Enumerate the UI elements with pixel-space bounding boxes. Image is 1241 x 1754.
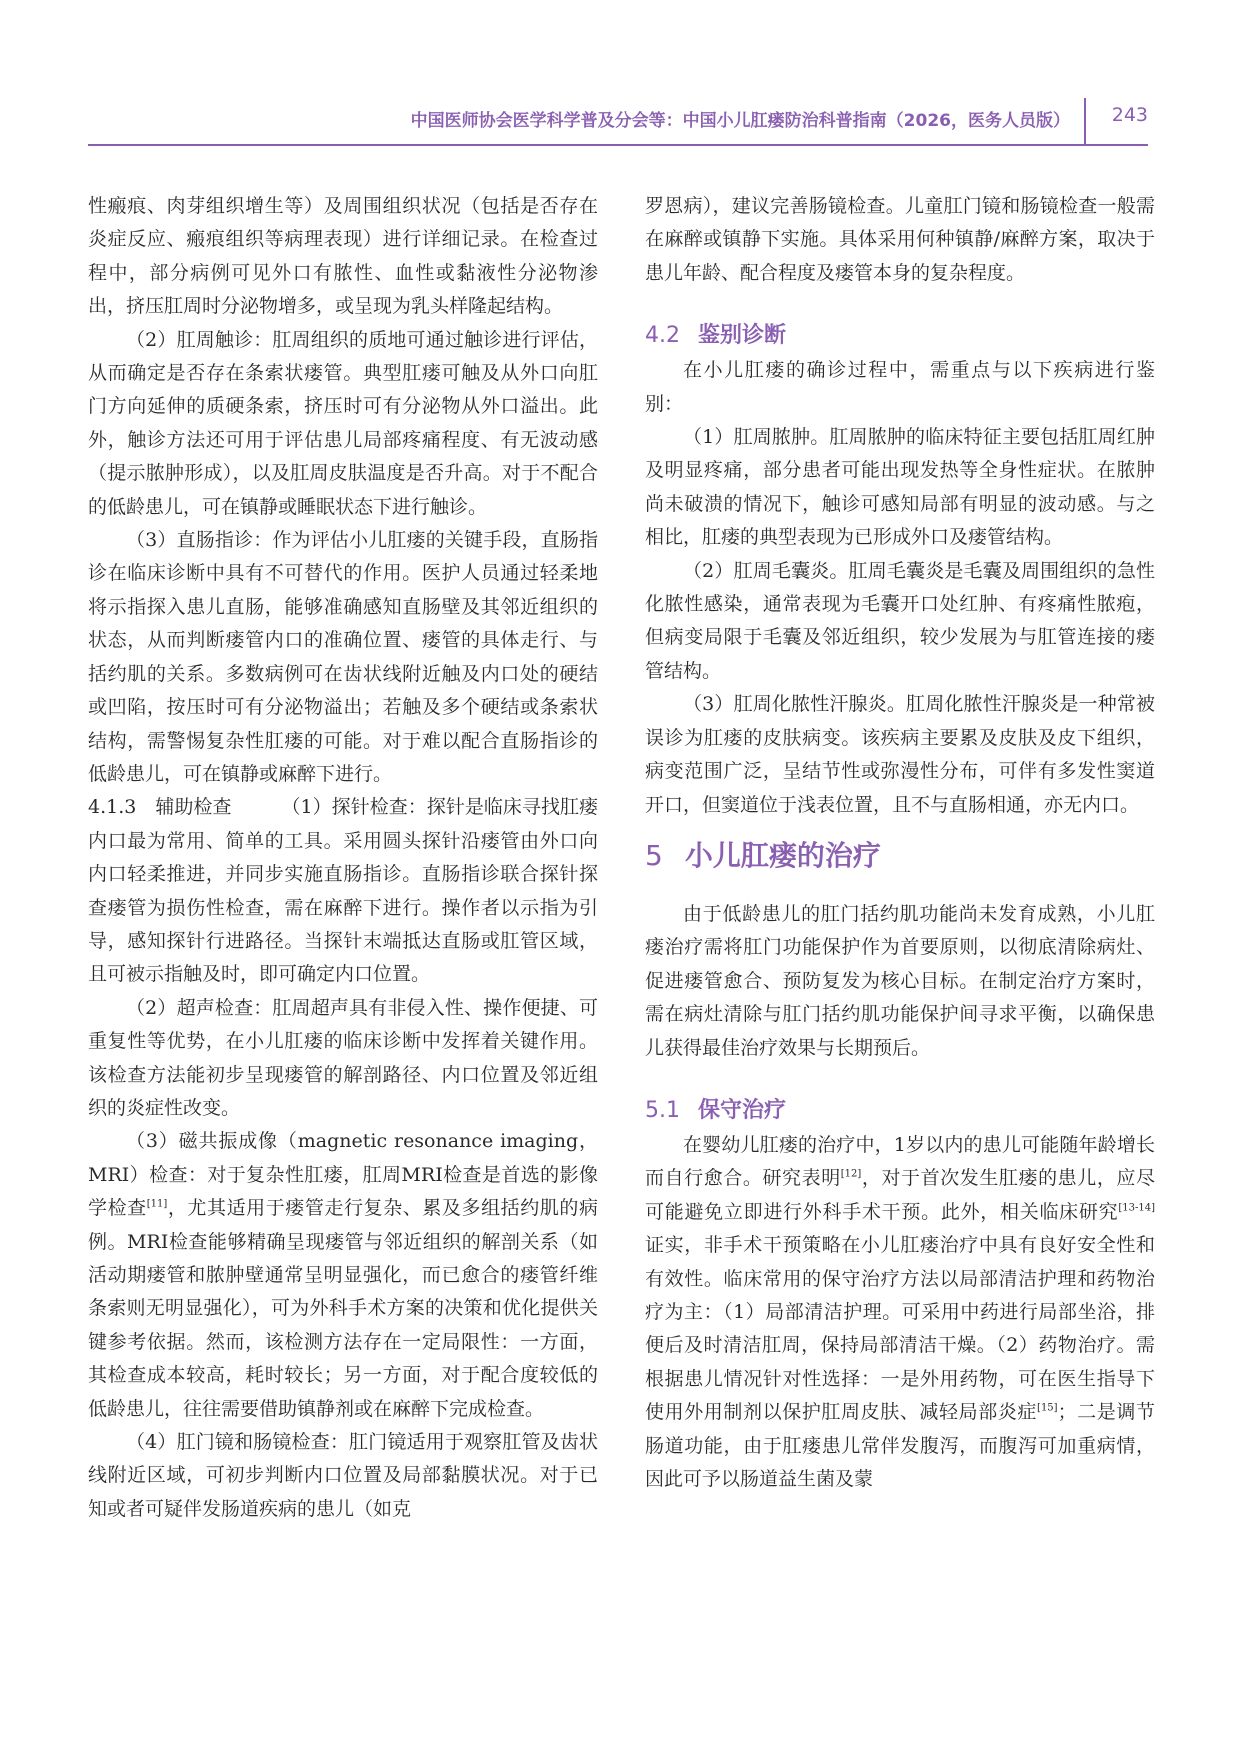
left-column xyxy=(88,190,598,1526)
right-column xyxy=(645,190,1155,1496)
section-heading-5: 5 小儿肛瘘的治疗 xyxy=(645,838,881,872)
section-heading-4-2: 4.2 鉴别诊断 xyxy=(645,323,787,349)
section-heading-5-1: 5.1 保守治疗 xyxy=(645,1097,787,1123)
probe-exam-text: （1）探针检查：探针是临床寻找肛瘘内口最为常用、简单的工具。采用圆头探针沿瘘管由外口向内口轻柔推进，并同步实施直肠指诊。直肠指诊联合探针探查瘘管为损伤性检查，需在麻醉下进行。操作者以示指为引导，感知探针行进路径。当探针末端抵达直肠或肛管区域，且可被示指触及时，即可确定内口位置。 xyxy=(88,796,598,986)
citation: [12] xyxy=(840,1169,862,1181)
paragraph: 性瘢痕、肉芽组织增生等）及周围组织状况（包括是否存在炎症反应、瘢痕组织等病理表现）进行详细记录。在检查过程中，部分病例可见外口有脓性、血性或黏液性分泌物渗出，挤压肛周时分泌物增多，或呈现为乳头样隆起结构。 xyxy=(88,195,598,318)
paragraph-hidradenitis: （3）肛周化脓性汗腺炎。肛周化脓性汗腺炎是一种常被误诊为肛瘘的皮肤病变。该疾病主要累及皮肤及皮下组织，病变范围广泛，呈结节性或弥漫性分布，可伴有多发性窦道开口，但窦道位于浅表位置，且不与直肠相通，亦无内口。 xyxy=(645,693,1155,816)
paragraph-mri: （3）磁共振成像（magnetic resonance imaging，MRI）检查：对于复杂性肛瘘，肛周MRI检查是首选的影像学检查[11]，尤其适用于瘘管走行复杂、累及多组括约肌的病例。MRI检查能够精确呈现瘘管与邻近组织的解剖关系（如活动期瘘管和脓肿壁通常呈明显强化，而已愈合的瘘管纤维条索则无明显强化），可为外科手术方案的决策和优化提供关键参考依据。然而，该检测方法存在一定局限性：一方面，其检查成本较高，耗时较长；另一方面，对于配合度较低的低龄患儿，往往需要借助镇静剂或在麻醉下完成检查。 xyxy=(88,1130,598,1420)
citation: [13-14] xyxy=(1118,1202,1155,1214)
paragraph-folliculitis: （2）肛周毛囊炎。肛周毛囊炎是毛囊及周围组织的急性化脓性感染，通常表现为毛囊开口处红肿、有疼痛性脓疱，但病变局限于毛囊及邻近组织，较少发展为与肛管连接的瘘管结构。 xyxy=(645,559,1155,682)
citation: [15] xyxy=(1037,1402,1058,1414)
header-divider xyxy=(1084,98,1086,144)
paragraph-endoscopy: （4）肛门镜和肠镜检查：肛门镜适用于观察肛管及齿状线附近区域，可初步判断内口位置及局部黏膜状况。对于已知或者可疑伴发肠道疾病的患儿（如克 xyxy=(88,1431,598,1520)
paragraph-ultrasound: （2）超声检查：肛周超声具有非侵入性、操作便捷、可重复性等优势，在小儿肛瘘的临床诊断中发挥着关键作用。该检查方法能初步呈现瘘管的解剖路径、内口位置及邻近组织的炎症性改变。 xyxy=(88,996,598,1119)
citation: [11] xyxy=(146,1198,168,1210)
paragraph-treatment-principle: 由于低龄患儿的肛门括约肌功能尚未发育成熟，小儿肛瘘治疗需将肛门功能保护作为首要原则，以彻底清除病灶、促进瘘管愈合、预防复发为核心目标。在制定治疗方案时，需在病灶清除与肛门括约肌功能保护间寻求平衡，以确保患儿获得最佳治疗效果与长期预后。 xyxy=(645,902,1155,1059)
running-header xyxy=(88,98,1148,144)
subsection-heading: 4.1.3 辅助检查 xyxy=(88,796,232,819)
journal-running-title: 中国医师协会医学科学普及分会等：中国小儿肛瘘防治科普指南（2026，医务人员版） xyxy=(410,111,1070,131)
paragraph-auxiliary-exam xyxy=(88,791,598,991)
paragraph: 罗恩病），建议完善肠镜检查。儿童肛门镜和肠镜检查一般需在麻醉或镇静下实施。具体采用何种镇静/麻醉方案，取决于患儿年龄、配合程度及瘘管本身的复杂程度。 xyxy=(645,195,1155,284)
page-number: 243 xyxy=(1111,104,1148,126)
paragraph-anal-palpation: （2）肛周触诊：肛周组织的质地可通过触诊进行评估，从而确定是否存在条索状瘘管。典型肛瘘可触及从外口向肛门方向延伸的质硬条索，挤压时可有分泌物从外口溢出。此外，触诊方法还可用于评估患儿局部疼痛程度、有无波动感（提示脓肿形成），以及肛周皮肤温度是否升高。对于不配合的低龄患儿，可在镇静或睡眠状态下进行触诊。 xyxy=(88,328,598,518)
paragraph-perianal-abscess: （1）肛周脓肿。肛周脓肿的临床特征主要包括肛周红肿及明显疼痛，部分患者可能出现发热等全身性症状。在脓肿尚未破溃的情况下，触诊可感知局部有明显的波动感。与之相比，肛瘘的典型表现为已形成外口及瘘管结构。 xyxy=(645,426,1155,549)
paragraph: 在小儿肛瘘的确诊过程中，需重点与以下疾病进行鉴别： xyxy=(645,359,1155,415)
paragraph-conservative-treatment: 在婴幼儿肛瘘的治疗中，1岁以内的患儿可能随年龄增长而自行愈合。研究表明[12]，对于首次发生肛瘘的患儿，应尽可能避免立即进行外科手术干预。此外，相关临床研究[13-14]证实，非手术干预策略在小儿肛瘘治疗中具有良好安全性和有效性。临床常用的保守治疗方法以局部清洁护理和药物治疗为主：（1）局部清洁护理。可采用中药进行局部坐浴，排便后及时清洁肛周，保持局部清洁干燥。（2）药物治疗。需根据患儿情况针对性选择：一是外用药物，可在医生指导下使用外用制剂以保护肛周皮肤、减轻局部炎症[15]；二是调节肠道功能，由于肛瘘患儿常伴发腹泻，而腹泻可加重病情，因此可予以肠道益生菌及蒙 xyxy=(645,1133,1155,1490)
header-underline xyxy=(88,144,1148,146)
paragraph-rectal-exam: （3）直肠指诊：作为评估小儿肛瘘的关键手段，直肠指诊在临床诊断中具有不可替代的作用。医护人员通过轻柔地将示指探入患儿直肠，能够准确感知直肠壁及其邻近组织的状态，从而判断瘘管内口的准确位置、瘘管的具体走行、与括约肌的关系。多数病例可在齿状线附近触及内口处的硬结或凹陷，按压时可有分泌物溢出；若触及多个硬结或条索状结构，需警惕复杂性肛瘘的可能。对于难以配合直肠指诊的低龄患儿，可在镇静或麻醉下进行。 xyxy=(88,529,598,785)
